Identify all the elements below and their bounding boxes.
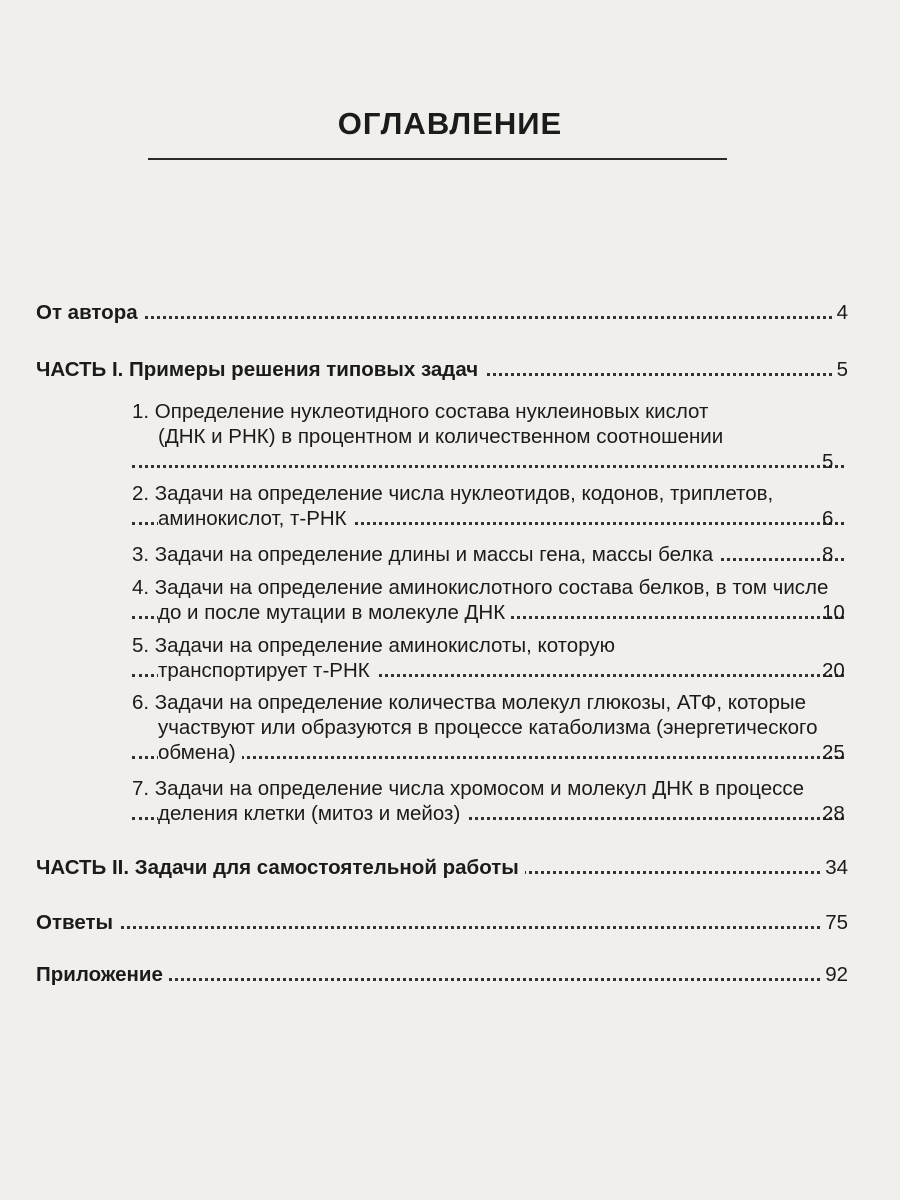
- toc-entry-text: 7. Задачи на определение числа хромосом и молекул ДНК в процессе деления клетки (митоз и мейоз): [132, 777, 804, 825]
- toc-page-number: 10: [844, 600, 848, 625]
- toc-page-number: 20: [844, 658, 848, 683]
- toc-entry-text: От автора: [36, 301, 144, 324]
- toc-page-number: 92: [821, 962, 848, 987]
- toc-page-number: 25: [844, 740, 848, 765]
- toc-entry-6[interactable]: [132, 690, 844, 765]
- toc-entry-text: Приложение: [36, 963, 169, 986]
- toc-entry-text: ЧАСТЬ I. Примеры решения типовых задач: [36, 358, 484, 381]
- toc-entry-text: 4. Задачи на определение аминокислотного состава белков, в том числе до и после мутации в молекуле ДНК: [132, 576, 829, 624]
- toc-page-number: 5: [844, 449, 848, 474]
- toc-entry-text: 2. Задачи на определение числа нуклеотидов, кодонов, триплетов, аминокислот, т-РНК: [132, 482, 774, 530]
- toc-entry-text: Ответы: [36, 911, 119, 934]
- toc-entry-answers[interactable]: [36, 910, 848, 935]
- toc-entry-text: ЧАСТЬ II. Задачи для самостоятельной работы: [36, 856, 525, 879]
- toc-entry-appendix[interactable]: [36, 962, 848, 987]
- toc-entry-part-2[interactable]: [36, 855, 848, 880]
- toc-page-number: 28: [844, 801, 848, 826]
- page-title: ОГЛАВЛЕНИЕ: [337, 106, 563, 141]
- toc-page-number: 6: [844, 506, 848, 531]
- toc-entry-part-1[interactable]: [36, 357, 848, 382]
- toc-page-number: 75: [821, 910, 848, 935]
- toc-entry-4[interactable]: [132, 575, 844, 625]
- toc-entry-2[interactable]: [132, 481, 844, 531]
- toc-entry-3[interactable]: [132, 542, 844, 567]
- toc-entry-text: 3. Задачи на определение длины и массы гена, массы белка: [132, 543, 719, 566]
- toc-entry-text: 6. Задачи на определение количества молекул глюкозы, АТФ, которые участвуют или образуются в процессе катаболизма (энергетического обмена): [132, 691, 818, 764]
- toc-entry-7[interactable]: [132, 776, 844, 826]
- toc-page-number: 8: [844, 542, 848, 567]
- toc-entry-text: 1. Определение нуклеотидного состава нуклеиновых кислот (ДНК и РНК) в процентном и количественном соотношении: [132, 400, 729, 448]
- toc-page-number: 34: [821, 855, 848, 880]
- toc-page-number: 5: [833, 357, 848, 382]
- toc-page-number: 4: [833, 300, 848, 325]
- title-underline: [148, 158, 727, 160]
- toc-entry-text: 5. Задачи на определение аминокислоты, которую транспортирует т-РНК: [132, 634, 616, 682]
- toc-entry-author[interactable]: [36, 300, 848, 325]
